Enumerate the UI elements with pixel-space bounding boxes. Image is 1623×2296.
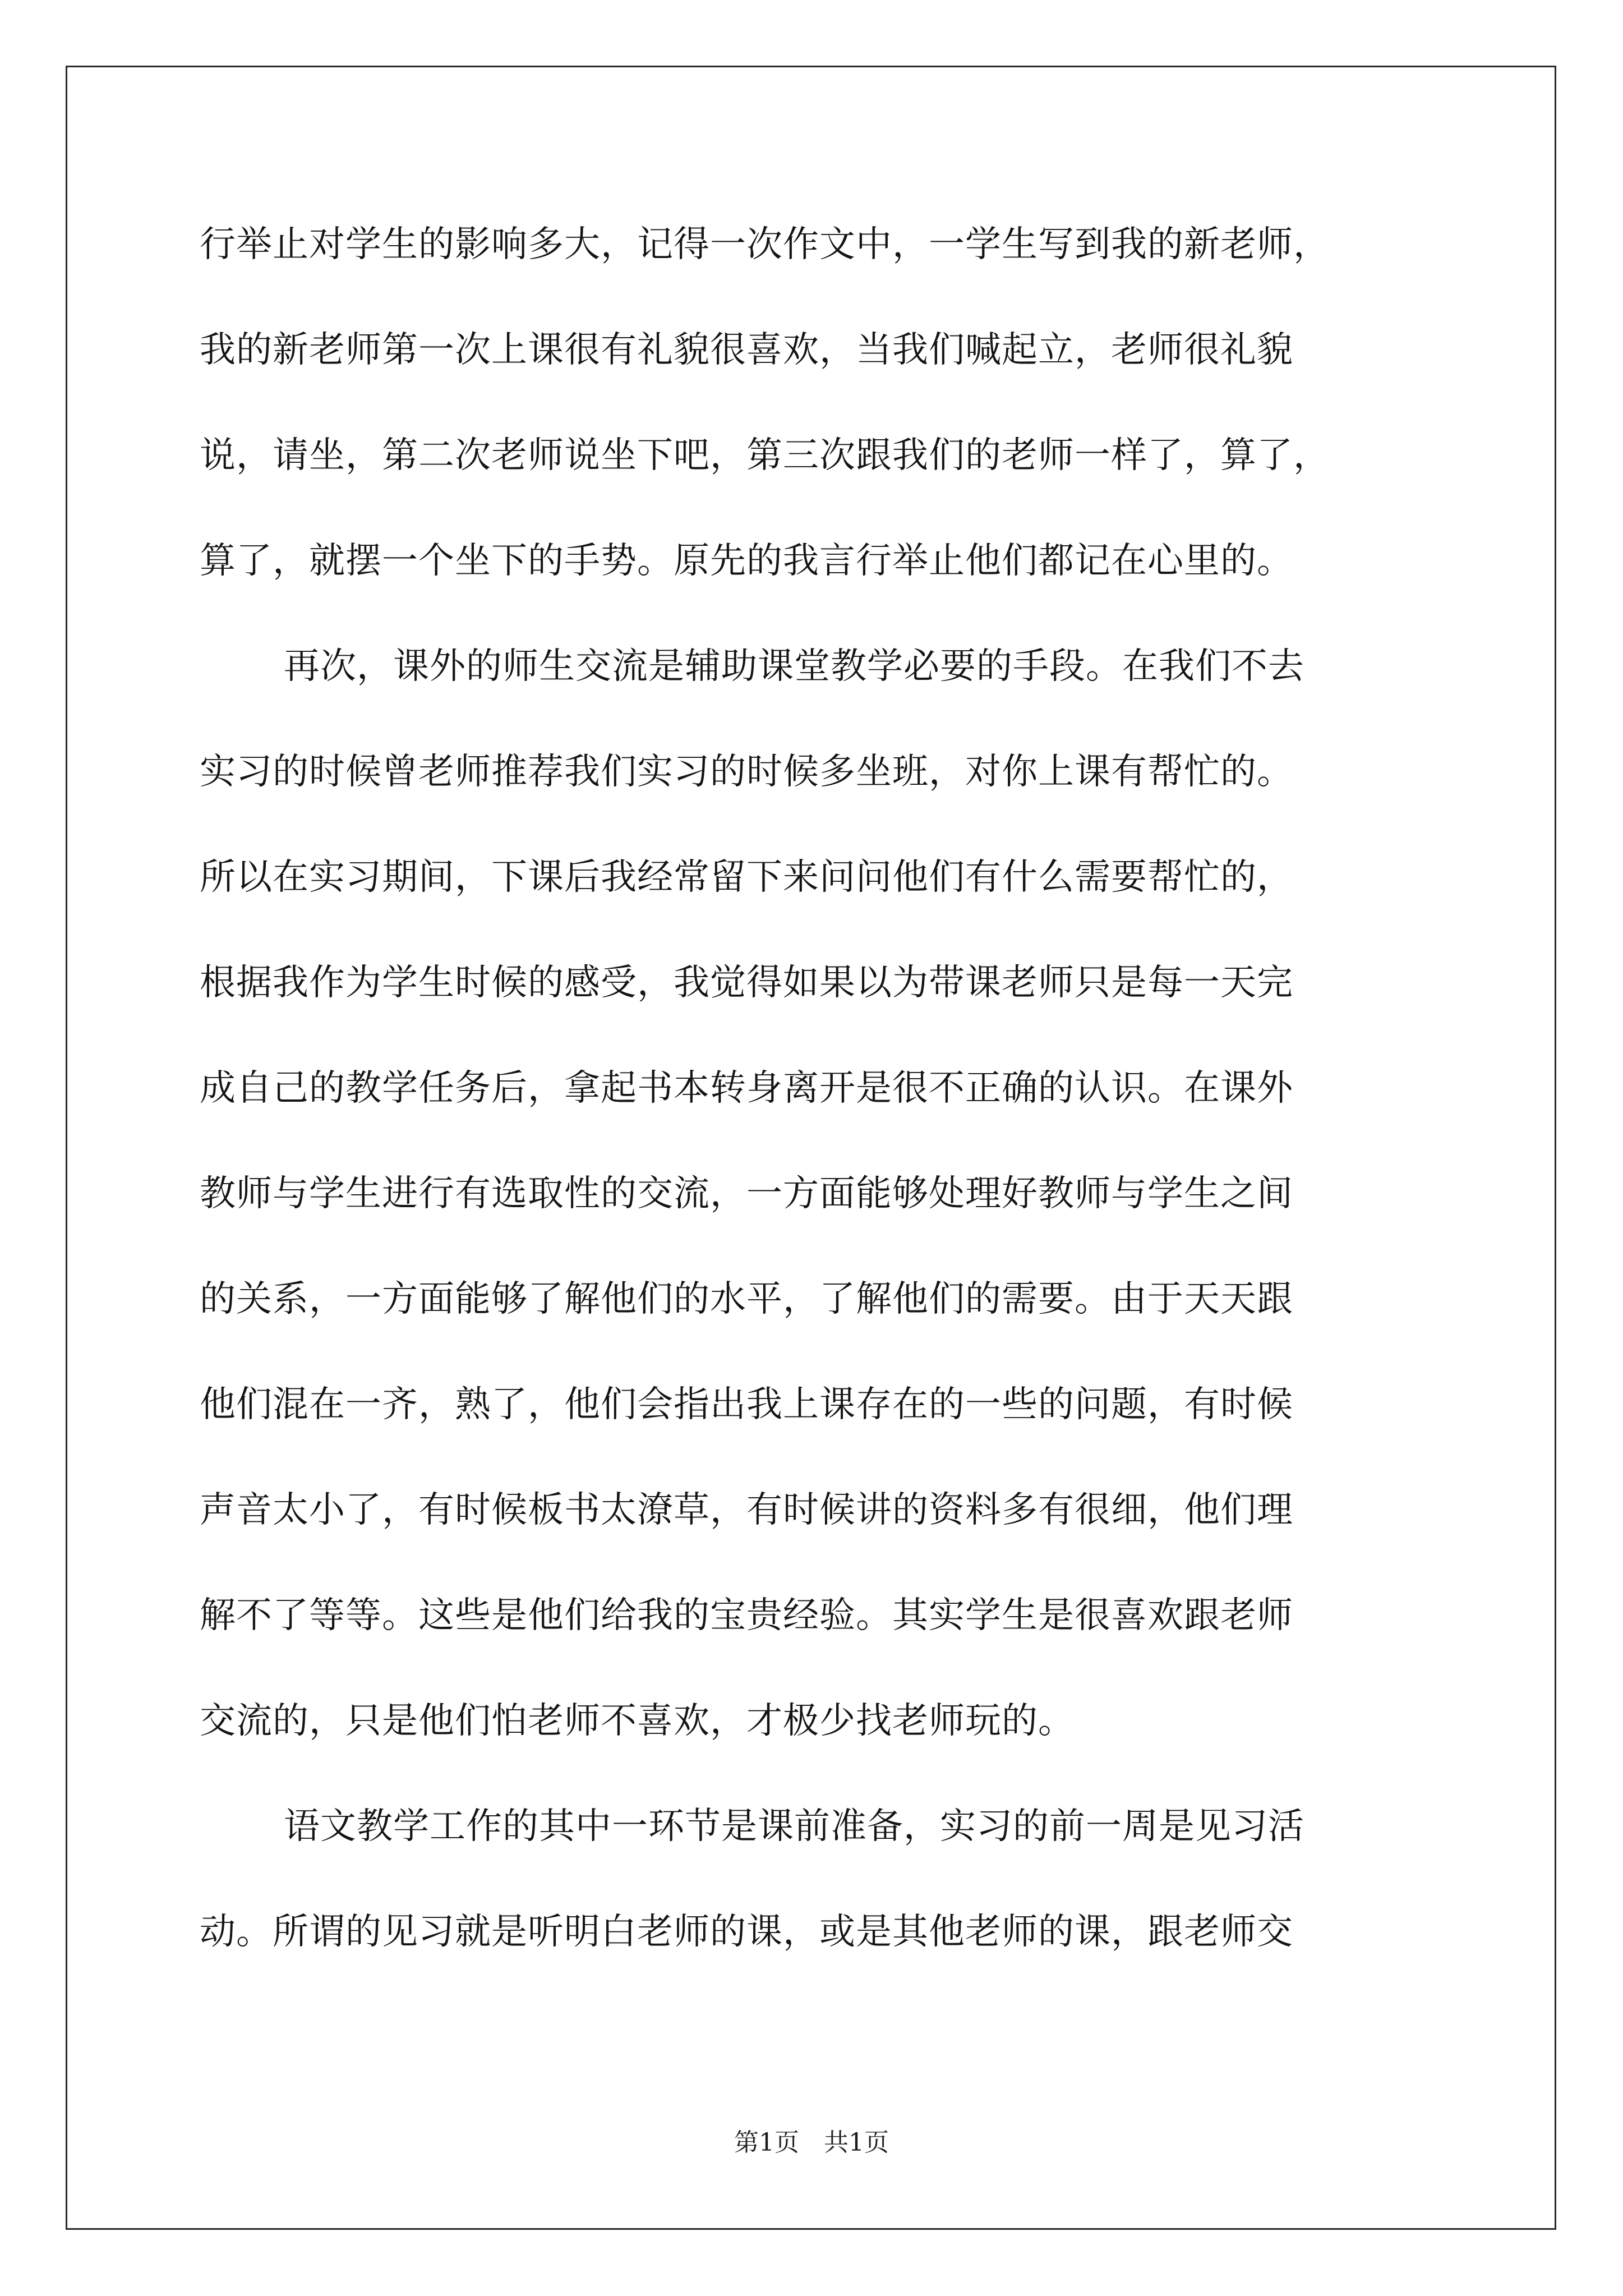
page-footer bbox=[0, 2126, 1623, 2160]
text-line: 解不了等等。这些是他们给我的宝贵经验。其实学生是很喜欢跟老师 bbox=[200, 1595, 1293, 1636]
text-line: 教师与学生进行有选取性的交流，一方面能够处理好教师与学生之间 bbox=[200, 1173, 1293, 1214]
page-number: 第1页 bbox=[734, 2128, 799, 2157]
text-line: 再次，课外的师生交流是辅助课堂教学必要的手段。在我们不去 bbox=[284, 646, 1304, 687]
text-line: 声音太小了，有时候板书太潦草，有时候讲的资料多有很细，他们理 bbox=[200, 1489, 1293, 1531]
text-line: 根据我作为学生时候的感受，我觉得如果以为带课老师只是每一天完 bbox=[200, 962, 1293, 1004]
text-line: 交流的，只是他们怕老师不喜欢，才极少找老师玩的。 bbox=[200, 1700, 1075, 1742]
text-line: 说，请坐，第二次老师说坐下吧，第三次跟我们的老师一样了，算了， bbox=[200, 435, 1330, 476]
text-line: 成自己的教学任务后，拿起书本转身离开是很不正确的认识。在课外 bbox=[200, 1068, 1293, 1109]
text-line: 动。所谓的见习就是听明白老师的课，或是其他老师的课，跟老师交 bbox=[200, 1911, 1293, 1953]
text-line: 语文教学工作的其中一环节是课前准备，实习的前一周是见习活 bbox=[284, 1806, 1304, 1847]
text-line: 所以在实习期间，下课后我经常留下来问问他们有什么需要帮忙的， bbox=[200, 857, 1293, 898]
page-total: 共1页 bbox=[824, 2128, 889, 2157]
text-line: 实习的时候曾老师推荐我们实习的时候多坐班，对你上课有帮忙的。 bbox=[200, 751, 1293, 793]
text-line: 我的新老师第一次上课很有礼貌很喜欢，当我们喊起立，老师很礼貌 bbox=[200, 329, 1293, 371]
text-line: 算了，就摆一个坐下的手势。原先的我言行举止他们都记在心里的。 bbox=[200, 540, 1293, 582]
text-line: 的关系，一方面能够了解他们的水平，了解他们的需要。由于天天跟 bbox=[200, 1278, 1293, 1320]
text-line: 行举止对学生的影响多大，记得一次作文中，一学生写到我的新老师， bbox=[200, 224, 1330, 265]
text-line: 他们混在一齐，熟了，他们会指出我上课存在的一些的问题，有时候 bbox=[200, 1384, 1293, 1425]
document-body bbox=[200, 217, 1433, 2009]
